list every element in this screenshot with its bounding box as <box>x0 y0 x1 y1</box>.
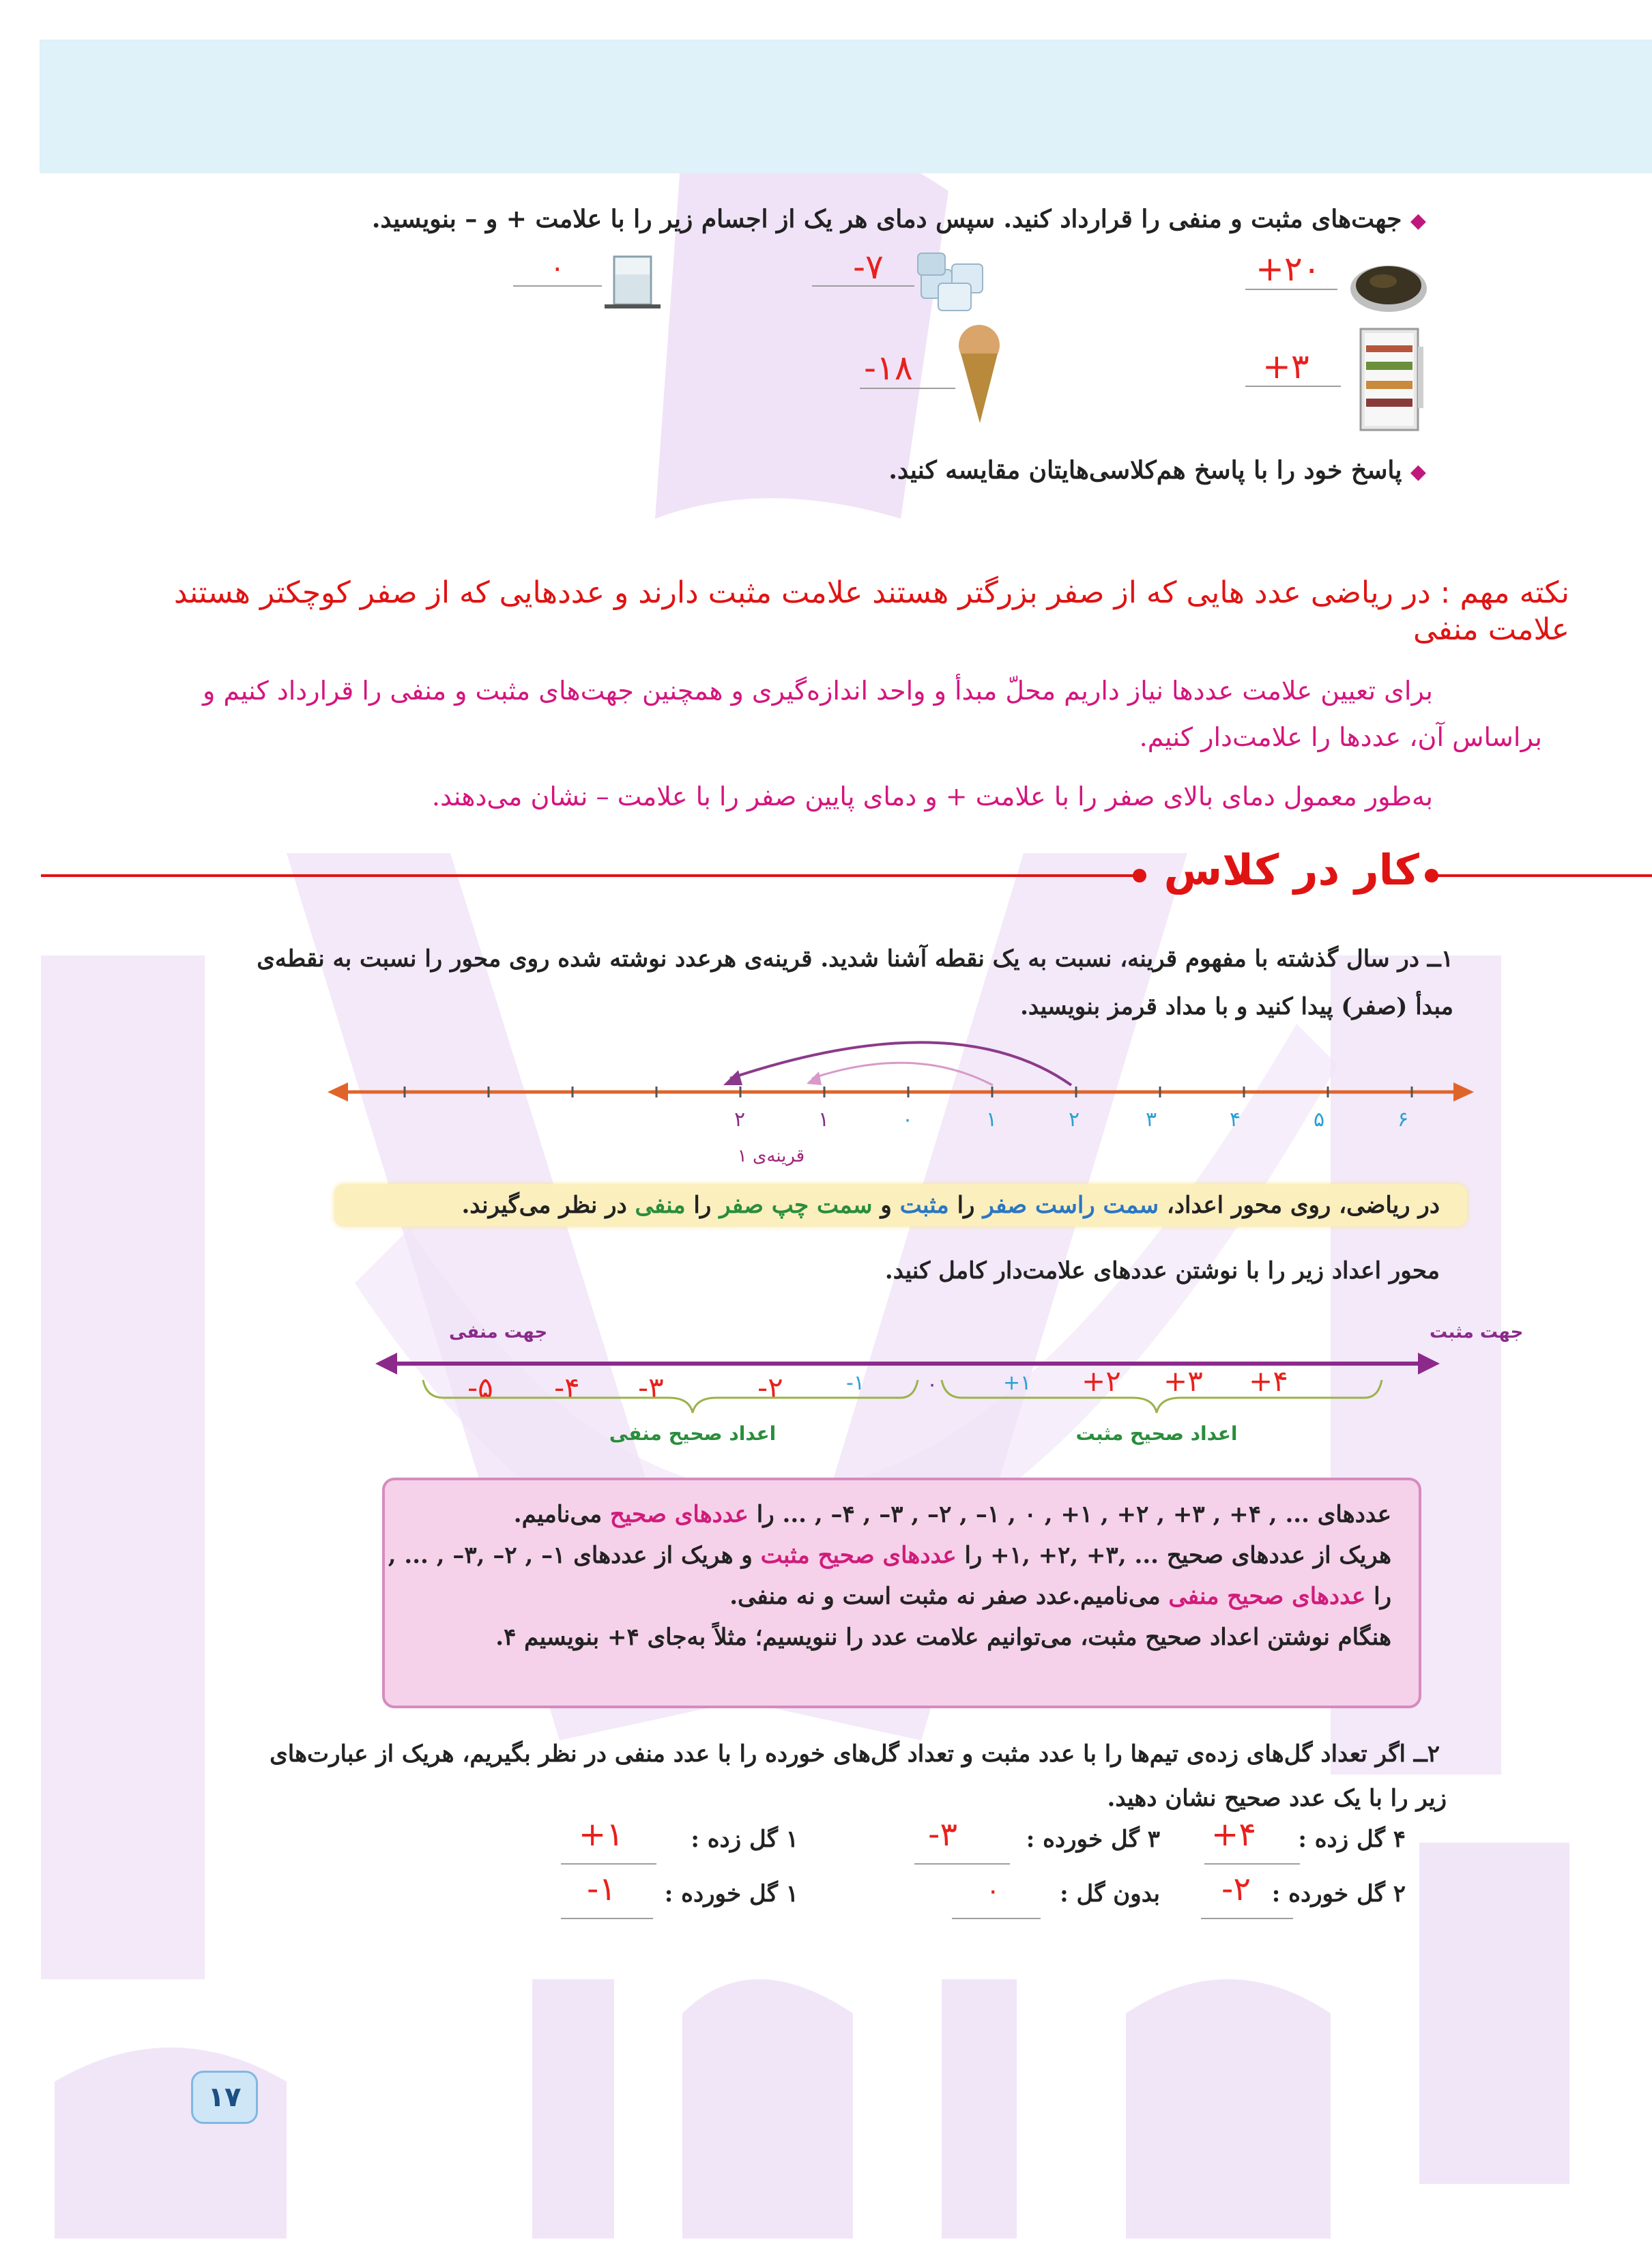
section-title: کار در کلاس <box>1163 845 1419 895</box>
banner-text: و <box>872 1192 900 1219</box>
q2-answer: -۱ <box>587 1870 617 1908</box>
q2-answer: -۳ <box>928 1815 958 1854</box>
tick-m4: -۴ <box>554 1371 580 1405</box>
term-positive-integers: عددهای صحیح مثبت <box>760 1542 957 1569</box>
tick-label: ۳ <box>1146 1108 1157 1132</box>
q2-text-line-1: ۲ــ اگر تعداد گل‌های زده‌ی تیم‌ها را با عدد مثبت و تعداد گل‌های خورده را با عدد منفی در نظر بگیریم، هریک از عبارت‌های <box>270 1740 1440 1768</box>
banner-negative: منفی <box>635 1192 686 1219</box>
tick-p3: +۳ <box>1163 1364 1203 1398</box>
positive-integers-label: اعداد صحیح مثبت <box>1075 1422 1238 1445</box>
refrigerator-image <box>1358 326 1426 432</box>
integers-definition-box <box>382 1478 1421 1708</box>
q2-answer: +۴ <box>1211 1815 1256 1854</box>
q2-answer-line <box>561 1863 656 1865</box>
bullet-icon: ◆ <box>1410 209 1426 233</box>
banner-text: را <box>948 1192 983 1219</box>
page-number: ۱۷ <box>191 2071 258 2124</box>
q2-item-label: ۱ گل خورده : <box>664 1880 798 1908</box>
q1-text-line-2: مبدأ (صفر) پیدا کنید و با مداد قرمز بنویسید. <box>1020 993 1453 1020</box>
note-line-1: برای تعیین علامت عددها نیاز داریم محلّ مبدأ و واحد اندازه‌گیری و همچنین جهت‌های مثبت و منفی را قرارداد کنیم و <box>203 676 1433 706</box>
number-line-symmetry <box>321 1031 1481 1188</box>
answer-fridge: +۳ <box>1262 347 1309 386</box>
box-line-3: را عددهای صحیح منفی می‌نامیم.عدد صفر نه مثبت است و نه منفی. <box>729 1583 1391 1610</box>
banner-text: در نظر می‌گیرند. <box>461 1192 635 1219</box>
answer-ice: -۷ <box>853 247 884 287</box>
header-band <box>40 40 1652 173</box>
negative-integers-label: اعداد صحیح منفی <box>609 1422 777 1445</box>
tick-p1: +۱ <box>1003 1371 1032 1395</box>
number-line-signed <box>368 1310 1524 1467</box>
arrow-right-icon <box>1418 1353 1440 1375</box>
banner-text: در ریاضی، روی محور اعداد، <box>1159 1192 1440 1219</box>
arrow-left-icon <box>375 1353 397 1375</box>
ice-cream-image <box>955 322 1003 425</box>
arrow-left-icon <box>328 1082 348 1102</box>
tick-label: ۲ <box>734 1108 746 1132</box>
ice-cubes-image <box>914 249 996 314</box>
box-line-4: هنگام نوشتن اعداد صحیح مثبت، می‌توانیم علامت عدد را ننویسیم؛ مثلاً به‌جای ۴+ بنویسیم ۴. <box>495 1624 1391 1651</box>
q2-item-label: ۲ گل خورده : <box>1271 1880 1406 1908</box>
bullet-icon: ◆ <box>1410 460 1426 484</box>
q2-answer-line <box>561 1918 653 1919</box>
compare-instruction: ◆ پاسخ خود را با پاسخ هم‌کلاسی‌هایتان مقایسه کنید. <box>888 456 1426 485</box>
integers-banner <box>334 1184 1467 1226</box>
term-negative-integers: عددهای صحیح منفی <box>1168 1583 1366 1610</box>
q2-item-label: ۳ گل خورده : <box>1026 1826 1160 1853</box>
tick-label: ۵ <box>1314 1108 1325 1132</box>
q2-answer: ۰ <box>986 1875 1000 1906</box>
box-line-1: عددهای ... , ۴+ , ۳+ , ۲+ , ۱+ , ۰ , ۱– , ۲– , ۳– , ۴– , ... را عددهای صحیح می‌نامیم. <box>513 1501 1391 1528</box>
note-line-3: به‌طور معمول دمای بالای صفر را با علامت + و دمای پایین صفر را با علامت – نشان می‌دهند. <box>431 781 1433 811</box>
q2-answer-line <box>1201 1918 1293 1919</box>
tick-p4: +۴ <box>1249 1364 1288 1398</box>
tick-m5: -۵ <box>467 1371 493 1405</box>
water-glass-image <box>602 254 663 310</box>
positive-direction-label: جهت مثبت <box>1430 1322 1524 1342</box>
banner-left-of-zero: سمت چپ صفر <box>719 1192 873 1219</box>
answer-glass: ۰ <box>550 253 565 284</box>
term-integers: عددهای صحیح <box>609 1501 749 1528</box>
banner-text: را <box>685 1192 720 1219</box>
tick-m3: -۳ <box>638 1371 664 1405</box>
tick-zero: ۰ <box>927 1372 938 1396</box>
q2-text-line-2: زیر را با یک عدد صحیح نشان دهید. <box>1107 1785 1447 1812</box>
tick-label: ۱ <box>818 1108 830 1132</box>
answer-icecream: -۱۸ <box>864 348 913 388</box>
important-note: نکته مهم : در ریاضی عدد هایی که از صفر بزرگتر هستند علامت مثبت دارند و عددهایی که از صفر کوچکتر هستند علامت منفی <box>173 575 1569 647</box>
banner-positive: مثبت <box>899 1192 949 1219</box>
box-line-2: هریک از عددهای صحیح ... ,۳+ ,۲+ ,۱+ را عددهای صحیح مثبت و هریک از عددهای ۱– , ۲– ,۳– , ... , <box>388 1542 1391 1569</box>
food-plate-image <box>1348 251 1430 316</box>
answer-line-glass <box>513 285 602 287</box>
tick-label: ۴ <box>1230 1108 1241 1132</box>
q2-answer: +۱ <box>579 1815 624 1854</box>
tick-p2: +۲ <box>1082 1364 1121 1398</box>
banner-right-of-zero: سمت راست صفر <box>983 1192 1159 1219</box>
tick-label: ۰ <box>902 1108 914 1132</box>
tick-m2: -۲ <box>757 1371 783 1405</box>
arrow-right-icon <box>1453 1082 1474 1102</box>
note-line-2: براساس آن، عددها را علامت‌دار کنیم. <box>1139 722 1542 752</box>
answer-plate: +۲۰ <box>1256 249 1321 289</box>
q2-item-label: بدون گل : <box>1060 1880 1160 1908</box>
activity-instruction: ◆ جهت‌های مثبت و منفی را قرارداد کنید. سپس دمای هر یک از اجسام زیر را با علامت + و – بنویسید. <box>371 205 1426 233</box>
q2-answer-line <box>1204 1863 1300 1865</box>
q2-answer: -۲ <box>1221 1870 1251 1908</box>
negative-direction-label: جهت منفی <box>449 1322 548 1342</box>
q2-answer-line <box>952 1918 1041 1919</box>
answer-line-icecream <box>860 388 955 389</box>
q1-text-line-1: ۱ــ در سال گذشته با مفهوم قرینه، نسبت به یک نقطه آشنا شدید. قرینه‌ی هرعدد نوشته شده روی محور را نسبت به نقطه‌ی <box>257 945 1453 973</box>
tick-m1: -۱ <box>846 1371 865 1395</box>
tick-label: ۲ <box>1069 1108 1080 1132</box>
q2-item-label: ۱ گل زده : <box>691 1826 798 1853</box>
symmetric-label: قرینه‌ی ۱ <box>737 1146 805 1166</box>
q2-answer-line <box>914 1863 1010 1865</box>
tick-label: ۶ <box>1397 1108 1409 1132</box>
q2-item-label: ۴ گل زده : <box>1298 1826 1406 1853</box>
tick-label: ۱ <box>986 1108 998 1132</box>
answer-line-plate <box>1245 289 1337 290</box>
complete-instruction: محور اعداد زیر را با نوشتن عددهای علامت‌دار کامل کنید. <box>884 1257 1440 1284</box>
